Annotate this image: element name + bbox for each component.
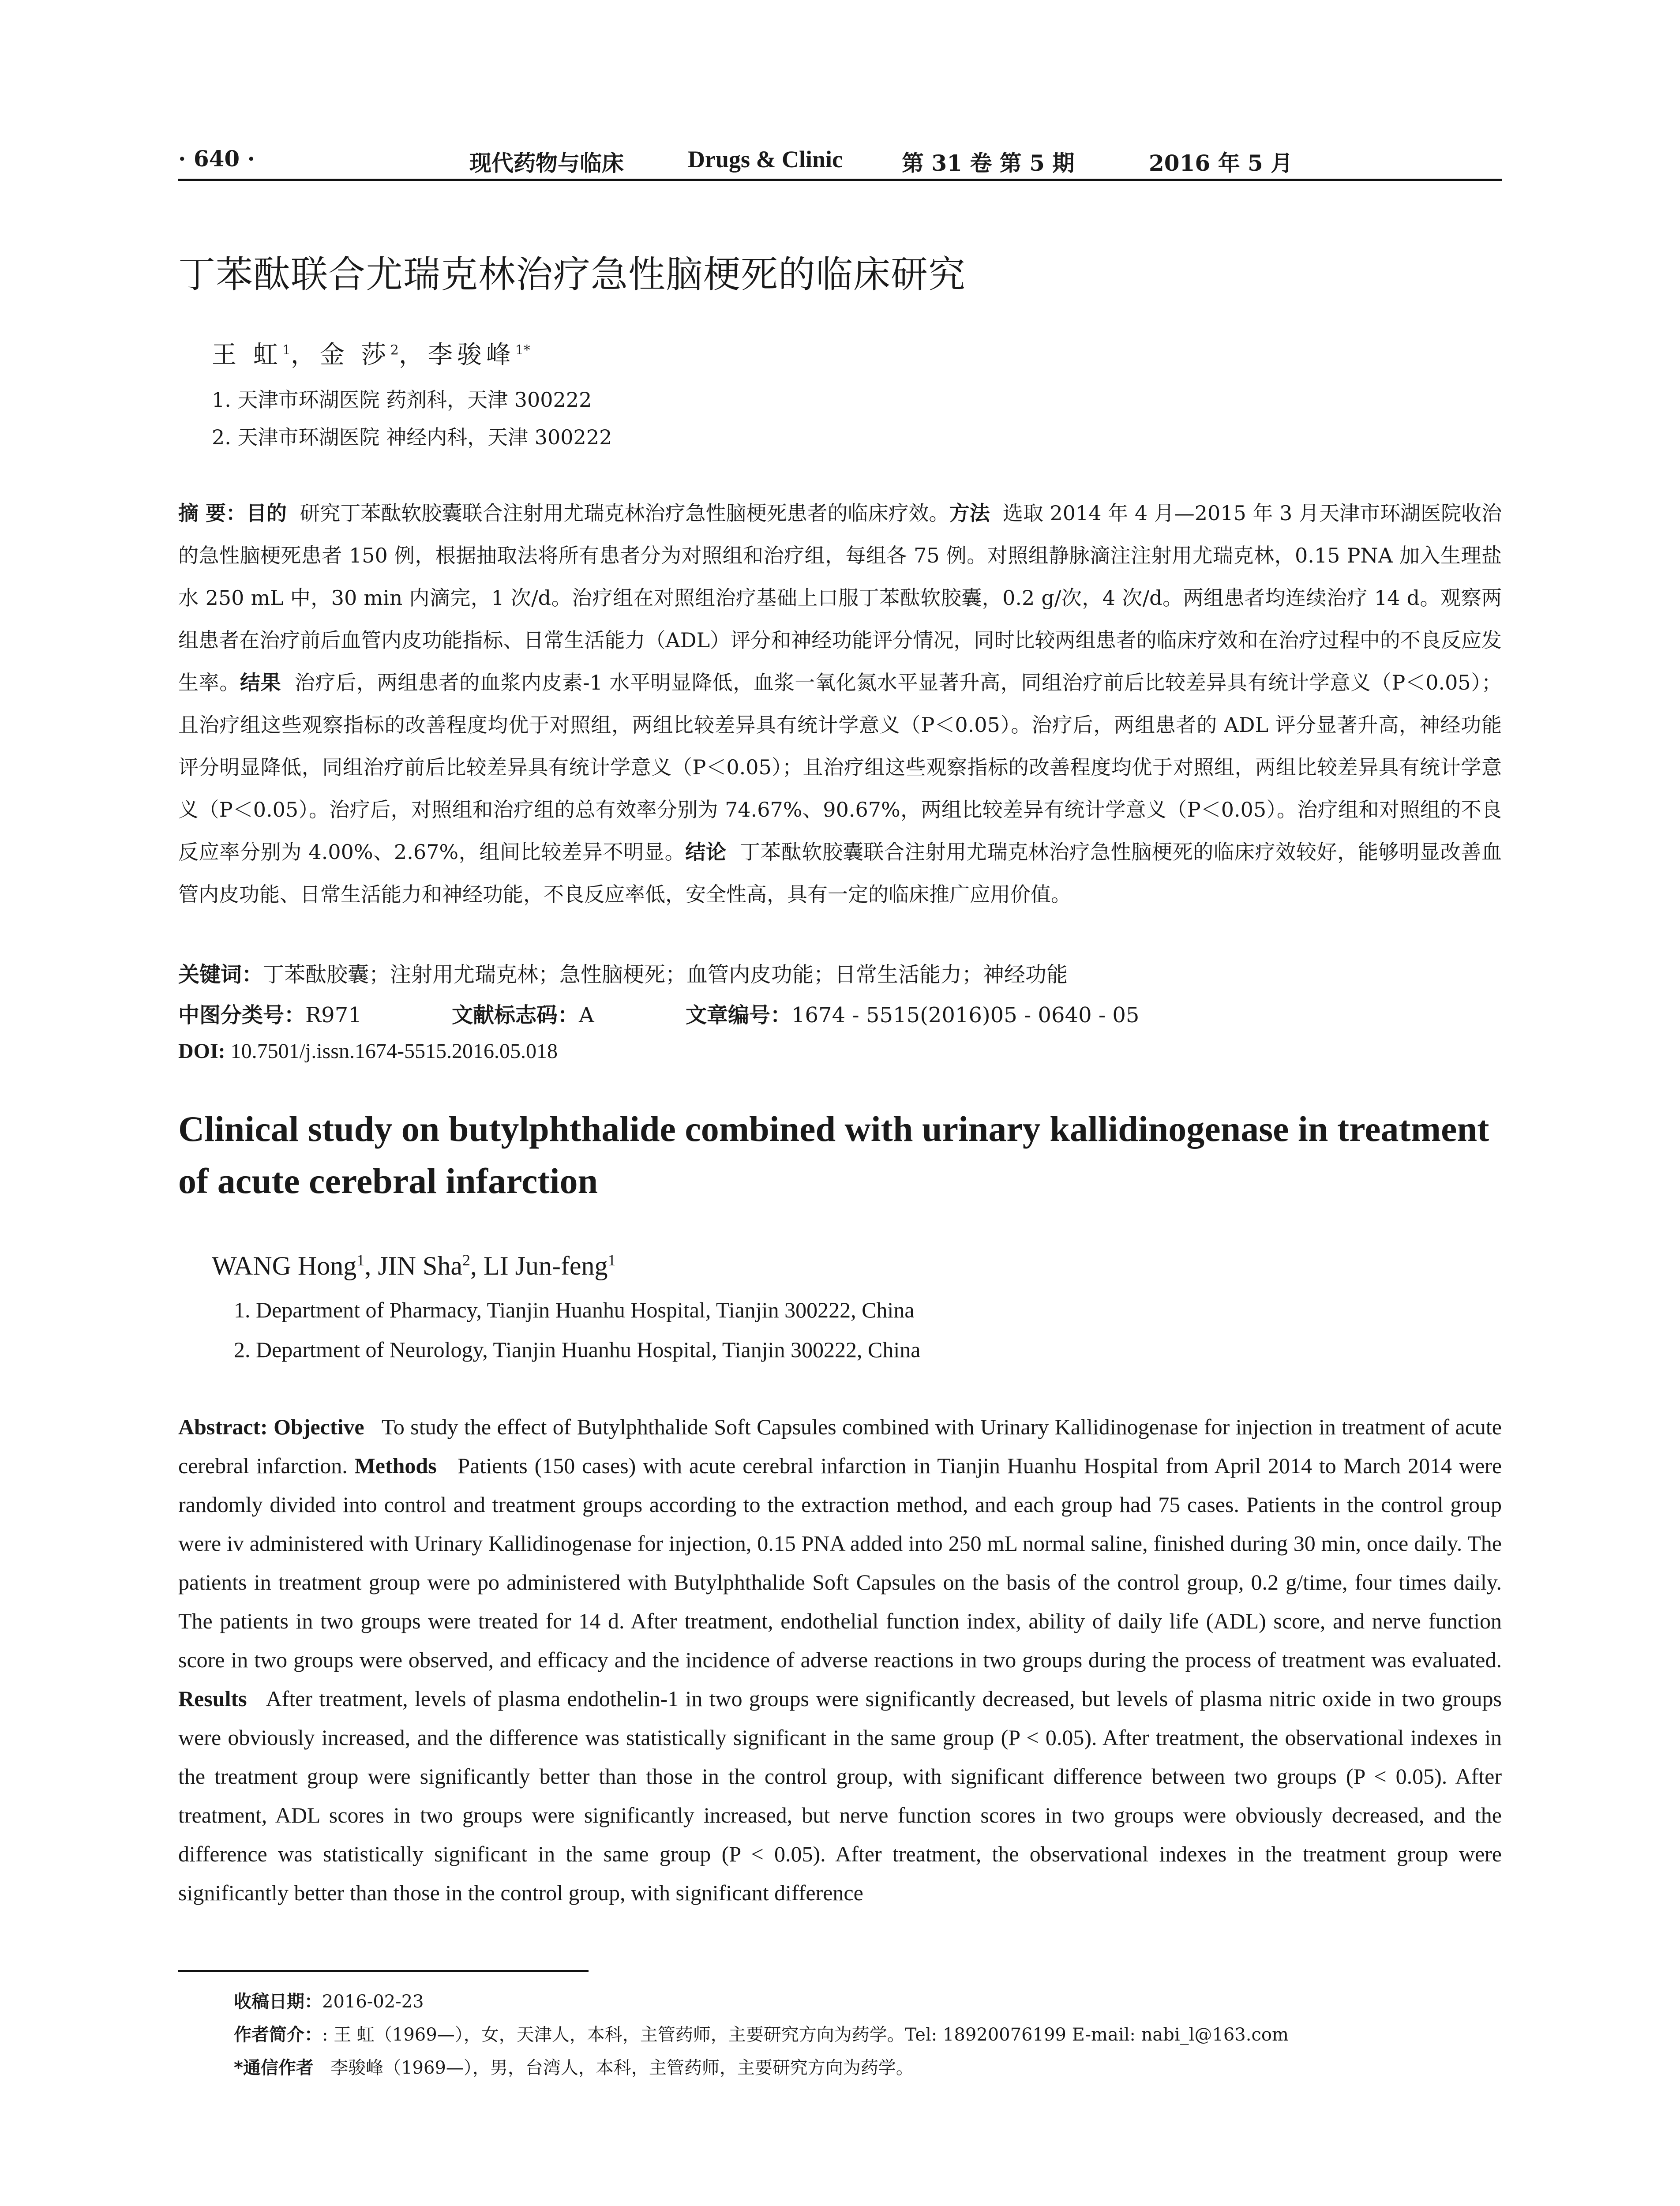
conclusion-text: 丁苯酞软胶囊联合注射用尤瑞克林治疗急性脑梗死的临床疗效较好，能够明显改善血管内皮功能、日常生活能力和神经功能，不良反应率低，安全性高，具有一定的临床推广应用价值。 [178,840,1502,906]
results-en-label: Results [178,1686,247,1711]
doc-code-label: 文献标志码： [452,1003,579,1028]
footnote-rule [178,1970,589,1972]
abstract-en-label: Abstract: [178,1414,268,1439]
author-name: WANG Hong [212,1251,357,1280]
clc-label: 中图分类号： [178,1003,306,1028]
doi-line [178,1039,558,1063]
header-rule [178,179,1502,181]
doc-code-value: A [579,1003,594,1028]
article-title-en: Clinical study on butylphthalide combined with urinary kallidinogenase in treatment of acute cerebral infarction [178,1109,1489,1201]
article-number-label: 文章编号： [686,1003,792,1028]
corresponding-text: 李骏峰（1969—），男，台湾人，本科，主管药师，主要研究方向为药学。 [330,2058,914,2078]
corresponding-label: *通信作者 [234,2058,314,2078]
journal-name-en: Drugs & Clinic [688,146,843,173]
keywords-text: 丁苯酞胶囊；注射用尤瑞克林；急性脑梗死；血管内皮功能；日常生活能力；神经功能 [263,962,1068,987]
received-label: 收稿日期： [234,1992,322,2012]
author-mark: 1 [282,342,291,358]
objective-label: 目的 [246,501,287,525]
results-text: 治疗后，两组患者的血浆内皮素-1 水平明显降低，血浆一氧化氮水平显著升高，同组治疗前后比较差异具有统计学意义（P＜0.05）；且治疗组这些观察指标的改善程度均优于对照组，两组比较差异具有统计学意义（P＜0.05）。治疗后，两组患者的 ADL 评分显著升高，神经功能评分明显降低，同组治疗前后比较差异具有统计学意义（P＜0.05）；且治疗组这些观察指标的改善程度均优于对照组，两组比较差异具有统计学意义（P＜0.05）。治疗后，对照组和治疗组的总有效率分别为 74.67%、90.67%，两组比较差异有统计学意义（P＜0.05）。治疗组和对照组的不良反应率分别为 4.00%、2.67%，组间比较差异不明显。 [178,671,1502,864]
author-mark: 2 [462,1251,470,1269]
received-date: 2016-02-23 [322,1992,424,2012]
doi-value[interactable]: 10.7501/j.issn.1674-5515.2016.05.018 [230,1039,558,1063]
keywords-cn [178,957,1068,988]
author-list-en: WANG Hong$^1$, JIN Sha$^2$, LI Jun-feng$^1$ [212,1251,616,1280]
keywords-label: 关键词： [178,962,263,987]
author-list-cn: 王 虹$^1$，金 莎$^2$，李骏峰$^{1*}$ [212,341,530,369]
doi-label: DOI: [178,1039,225,1063]
objective-en-label: Objective [274,1414,364,1439]
methods-text: 选取 2014 年 4 月—2015 年 3 月天津市环湖医院收治的急性脑梗死患者 150 例，根据抽取法将所有患者分为对照组和治疗组，每组各 75 例。对照组静脉滴注注射用尤瑞克林，0.15 PNA 加入生理盐水 250 mL 中，30 min 内滴完，1 次/d。治疗组在对照组治疗基础上口服丁苯酞软胶囊，0.2 g/次，4 次/d。两组患者均连续治疗 14 d。观察两组患者在治疗前后血管内皮功能指标、日常生活能力（ADL）评分和神经功能评分情况，同时比较两组患者的临床疗效和在治疗过程中的不良反应发生率。 [178,501,1502,694]
abstract-cn [178,492,1502,915]
author-name: 李骏峰 [428,341,515,369]
journal-name-cn: 现代药物与临床 [469,150,624,176]
methods-en-text: Patients (150 cases) with acute cerebral infarction in Tianjin Huanhu Hospital from April 2014 to March 2014 were randomly divided into control and treatment groups according to the extraction method, and each group had 75 cases. Patients in the control group were iv administered with Urinary Kallidinogenase for injection, 0.15 PNA added into 250 mL normal saline, finished during 30 min, once daily. The patients in treatment group were po administered with Butylphthalide Soft Capsules on the basis of the control group, 0.2 g/time, four times daily. The patients in two groups were treated for 14 d. After treatment, endothelial function index, ability of daily life (ADL) score, and nerve function score in two groups were observed, and efficacy and the incidence of adverse reactions in two groups during the process of treatment was evaluated. [178,1453,1502,1672]
affiliation-cn-2: 2. 天津市环湖医院 神经内科，天津 300222 [212,425,612,449]
bio-text: : 王 虹（1969—），女，天津人，本科，主管药师，主要研究方向为药学。Tel: 18920076199 E-mail: nabi_l@163.com [322,2025,1289,2045]
abstract-label: 摘 要： [178,501,247,525]
issue-info: 第 31 卷 第 5 期 [902,150,1075,176]
author-mark: 1 [356,1251,365,1269]
footnote-received [234,1988,424,2013]
methods-label: 方法 [949,501,990,525]
footnote-author-bio [234,2021,1289,2046]
affiliation-en-1: 1. Department of Pharmacy, Tianjin Huanhu Hospital, Tianjin 300222, China [234,1298,915,1322]
page-number: · 640 · [178,146,255,172]
results-en-text: After treatment, levels of plasma endothelin-1 in two groups were significantly decreased, but levels of plasma nitric oxide in two groups were obviously increased, and the difference was statistically significant in the same group (P < 0.05). After treatment, the observational indexes in the treatment group were significantly better than those in the control group, with significant difference between two groups (P < 0.05). After treatment, ADL scores in two groups were significantly increased, but nerve function scores in two groups were obviously decreased, and the difference was statistically significant in the same group (P < 0.05). After treatment, the observational indexes in the treatment group were significantly better than those in the control group, with significant difference [178,1686,1502,1905]
objective-en-text: To study the effect of Butylphthalide Soft Capsules combined with Urinary Kallidinogenase for injection in treatment of acute cerebral infarction. [178,1414,1502,1478]
author-name: 王 虹 [212,341,282,369]
affiliation-cn-1: 1. 天津市环湖医院 药剂科，天津 300222 [212,388,592,412]
author-name: LI Jun-feng [483,1251,608,1280]
footnote-corresponding [234,2054,914,2079]
article-title-cn: 丁苯酞联合尤瑞克林治疗急性脑梗死的临床研究 [178,253,966,296]
author-name: 金 莎 [319,341,390,369]
running-header [178,141,1502,181]
results-label: 结果 [240,671,281,694]
article-number-value: 1674 - 5515(2016)05 - 0640 - 05 [791,1003,1140,1028]
author-name: JIN Sha [378,1251,462,1280]
abstract-en [178,1407,1502,1912]
clc-value: R971 [305,1003,362,1028]
author-mark: 1 [608,1251,616,1269]
affiliation-en-2: 2. Department of Neurology, Tianjin Huanhu Hospital, Tianjin 300222, China [234,1337,921,1362]
classification-line [178,998,1502,1029]
author-mark: 1* [515,342,530,358]
issue-date: 2016 年 5 月 [1149,150,1293,176]
bio-label: 作者简介： [234,2025,322,2045]
author-mark: 2 [390,342,399,358]
conclusion-label: 结论 [685,840,727,864]
methods-en-label: Methods [354,1453,437,1478]
objective-text: 研究丁苯酞软胶囊联合注射用尤瑞克林治疗急性脑梗死患者的临床疗效。 [300,501,949,525]
